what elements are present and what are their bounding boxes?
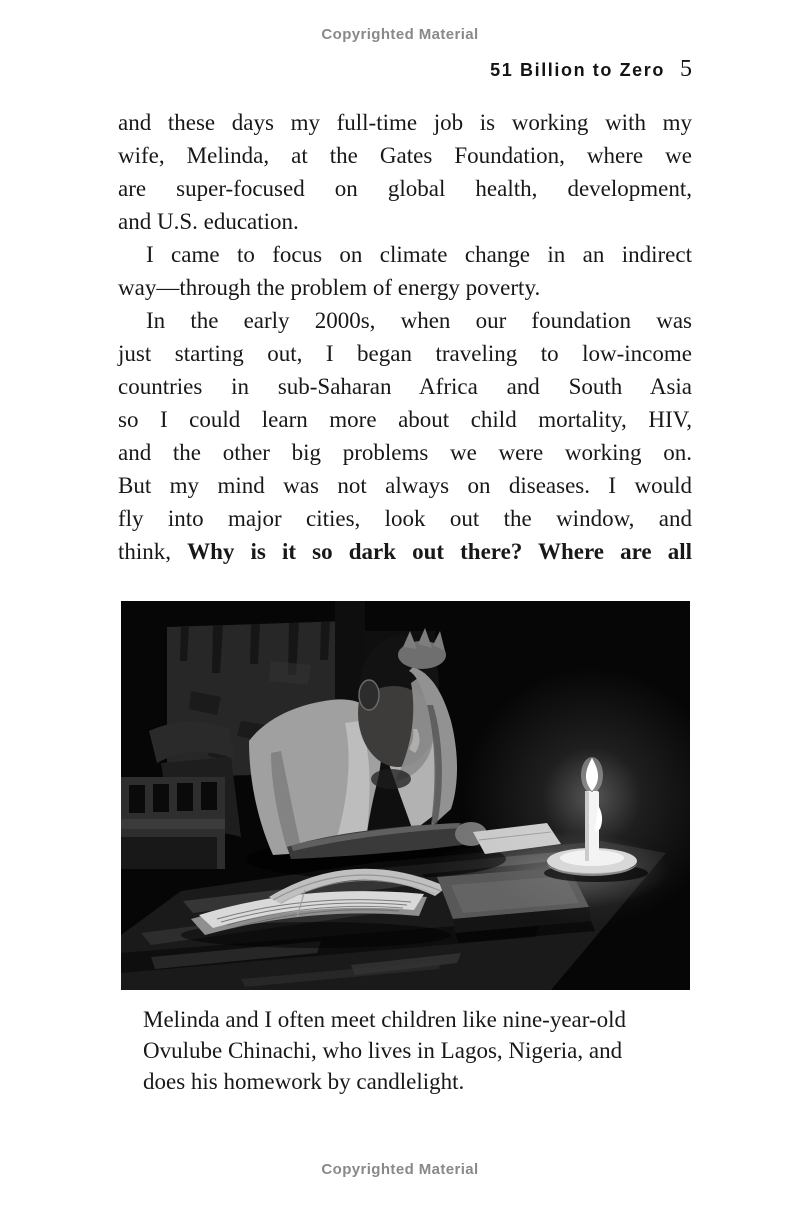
copyright-notice-top: Copyrighted Material	[321, 26, 479, 43]
copyright-notice-bottom: Copyrighted Material	[321, 1161, 479, 1178]
text-line: and the other big problems we were working on.	[118, 440, 692, 465]
text-line: are super-focused on global health, development,	[118, 176, 692, 201]
text-line: countries in sub-Saharan Africa and South Asia	[118, 374, 692, 399]
photo-caption	[143, 1004, 699, 1097]
body-text	[118, 106, 692, 568]
chapter-title: 51 Billion to Zero	[490, 60, 665, 80]
text-line: In the early 2000s, when our foundation was	[146, 308, 692, 333]
text-line: and U.S. education.	[118, 209, 299, 234]
caption-line: Ovulube Chinachi, who lives in Lagos, Nigeria, and	[143, 1038, 623, 1063]
text-line: fly into major cities, look out the window, and	[118, 506, 692, 531]
candlelight-photo-art	[121, 601, 690, 990]
text-line: just starting out, I began traveling to low-income	[118, 341, 692, 366]
caption-line: does his homework by candlelight.	[143, 1069, 465, 1094]
caption-line: Melinda and I often meet children like nine-year-old	[143, 1007, 626, 1032]
text-line: think, Why is it so dark out there? Where are all	[118, 539, 692, 564]
text-line: I came to focus on climate change in an indirect	[146, 242, 692, 267]
text-line: so I could learn more about child mortality, HIV,	[118, 407, 692, 432]
text-line: But my mind was not always on diseases. I would	[118, 473, 692, 498]
page-number: 5	[680, 56, 692, 82]
candlelight-photo	[121, 601, 690, 990]
paragraph	[118, 304, 692, 568]
paragraph	[118, 106, 692, 238]
running-header	[490, 56, 692, 83]
paragraph	[118, 238, 692, 304]
text-line: wife, Melinda, at the Gates Foundation, where we	[118, 143, 692, 168]
text-line: and these days my full-time job is working with my	[118, 110, 692, 135]
ear	[359, 680, 379, 710]
text-line: way—through the problem of energy poverty.	[118, 275, 541, 300]
